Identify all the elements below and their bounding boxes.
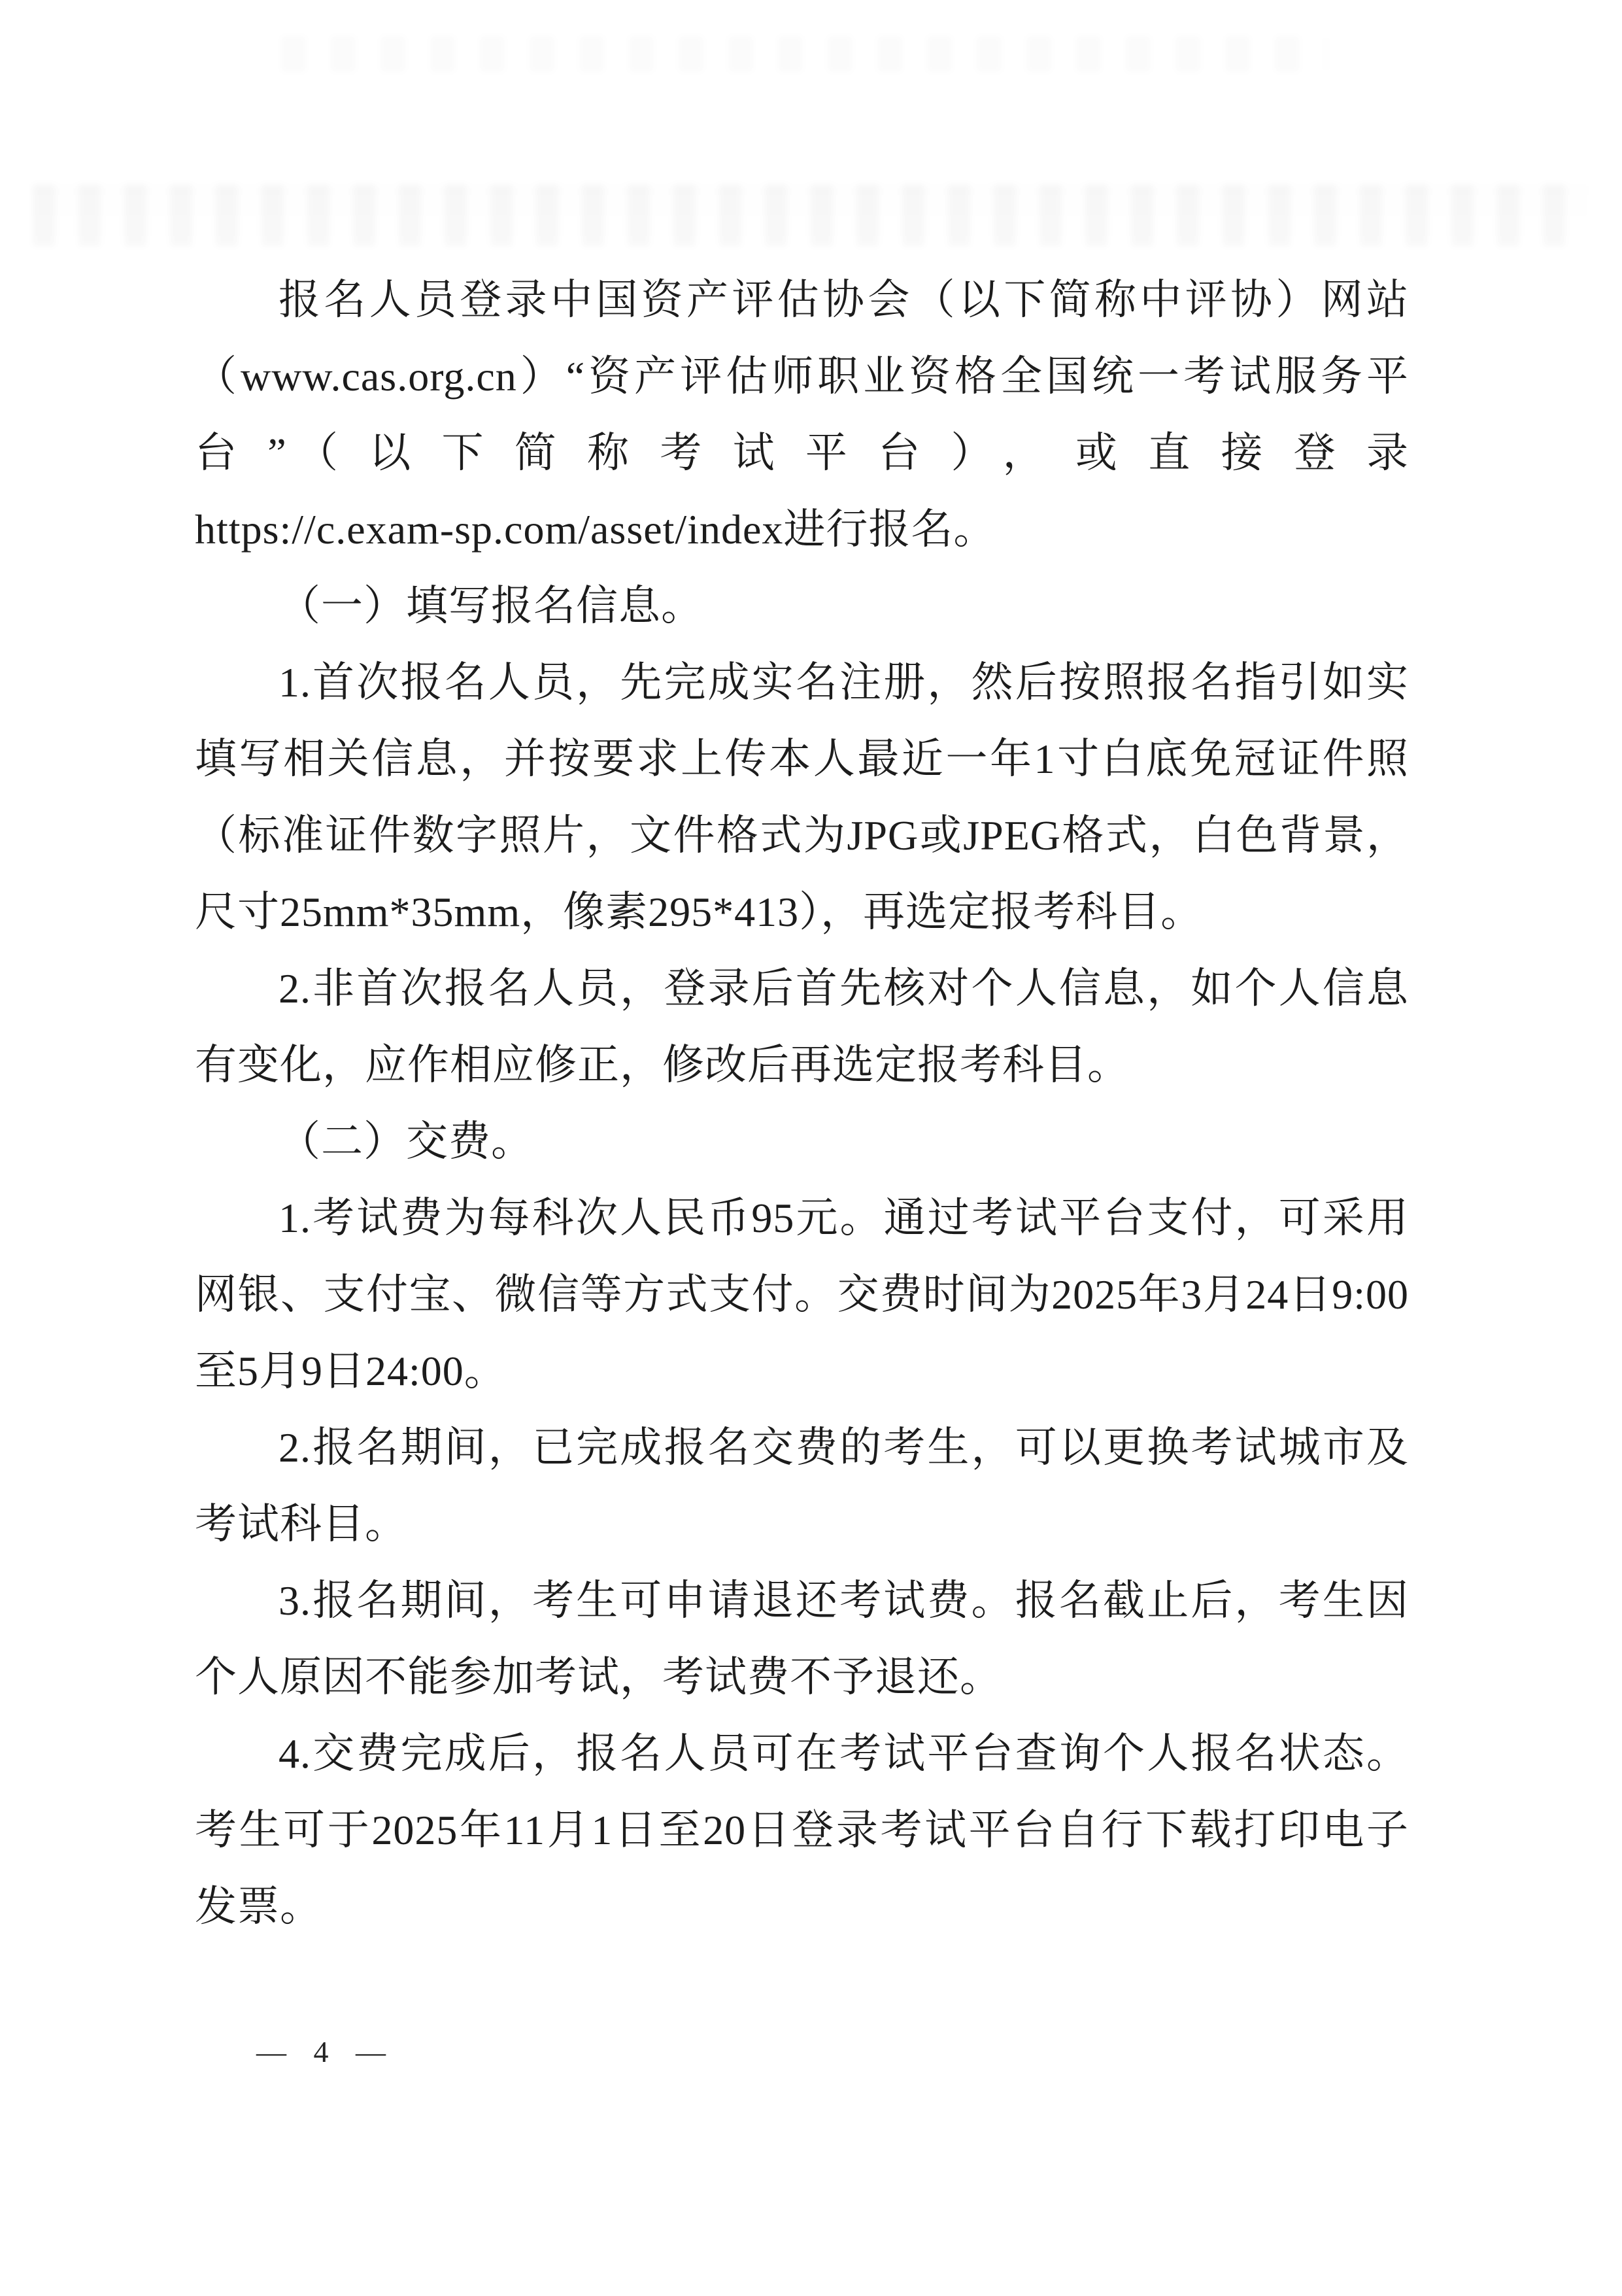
page-number: — 4 — xyxy=(256,2035,396,2068)
text-line: 网银、支付宝、微信等方式支付。交费时间为2025年3月24日9:00 xyxy=(195,1271,1409,1318)
text-line: 1.考试费为每科次人民币95元。通过考试平台支付，可采用 xyxy=(279,1195,1409,1241)
text-line: 个人原因不能参加考试，考试费不予退还。 xyxy=(195,1654,1002,1700)
document-body xyxy=(195,262,1409,1945)
text-line: （标准证件数字照片，文件格式为JPG或JPEG格式，白色背景， xyxy=(195,812,1409,859)
text-line: （www.cas.org.cn）“资产评估师职业资格全国统一考试服务平 xyxy=(195,353,1409,400)
text-line: 2.报名期间，已完成报名交费的考生，可以更换考试城市及 xyxy=(279,1424,1409,1471)
text-line: 考生可于2025年11月1日至20日登录考试平台自行下载打印电子 xyxy=(195,1807,1409,1853)
text-line: 发票。 xyxy=(195,1883,322,1930)
text-line: https://c.exam-sp.com/asset/index进行报名。 xyxy=(195,506,996,553)
text-line: 填写相关信息，并按要求上传本人最近一年1寸白底免冠证件照 xyxy=(195,736,1409,782)
scan-artifact-top xyxy=(281,36,1327,72)
text-line: 尺寸25mm*35mm，像素295*413），再选定报考科目。 xyxy=(195,889,1204,935)
text-line: （一）填写报名信息。 xyxy=(279,583,703,629)
text-line: 考试科目。 xyxy=(195,1501,407,1547)
text-line: 3.报名期间，考生可申请退还考试费。报名截止后，考生因 xyxy=(279,1577,1409,1624)
text-line: 1.首次报名人员，先完成实名注册，然后按照报名指引如实 xyxy=(279,659,1409,706)
text-line: 2.非首次报名人员，登录后首先核对个人信息，如个人信息 xyxy=(279,965,1409,1012)
scan-artifact-band xyxy=(33,184,1589,247)
text-line: 4.交费完成后，报名人员可在考试平台查询个人报名状态。 xyxy=(279,1730,1409,1777)
text-line: 有变化，应作相应修正，修改后再选定报考科目。 xyxy=(195,1042,1130,1088)
text-line: （二）交费。 xyxy=(279,1118,533,1165)
text-line: 台”（以下简称考试平台），或直接登录 xyxy=(195,430,1409,476)
text-line: 报名人员登录中国资产评估协会（以下简称中评协）网站 xyxy=(279,277,1409,323)
text-line: 至5月9日24:00。 xyxy=(195,1348,507,1394)
